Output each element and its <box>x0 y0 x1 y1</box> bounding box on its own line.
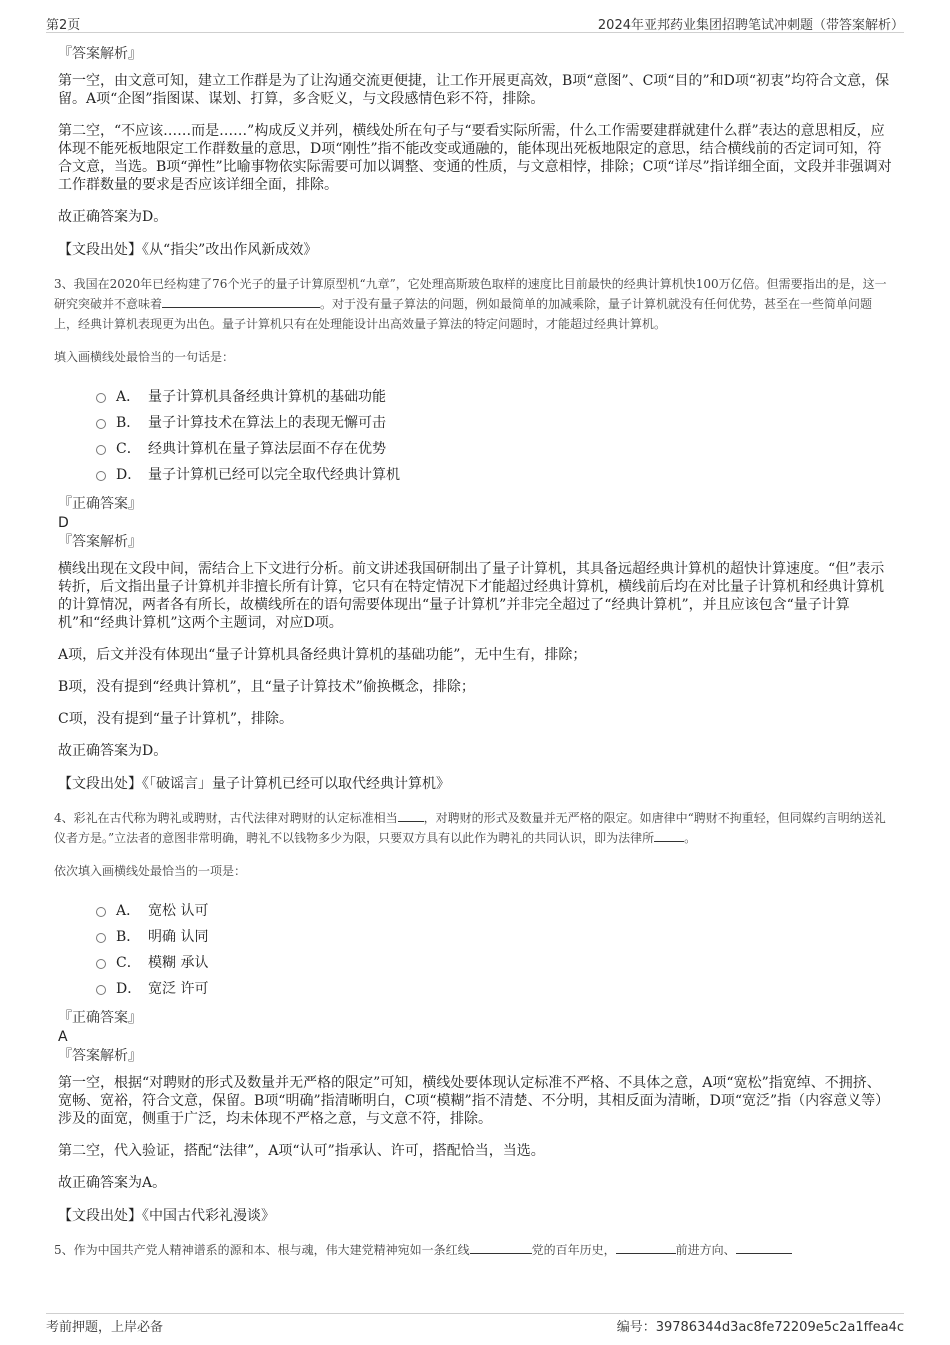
radio-icon[interactable] <box>96 393 106 403</box>
analysis-paragraph: 第一空，由文意可知，建立工作群是为了让沟通交流更便捷，让工作开展更高效，B项“意图”、C项“目的”和D项“初衷”均符合文意，保留。A项“企图”指图谋、谋划、打算，多含贬义，与文段感情色彩不符，排除。 <box>58 73 890 107</box>
fill-blank <box>470 1241 532 1254</box>
option-b[interactable]: B． 明确 认同 <box>96 924 892 950</box>
option-c[interactable]: C． 模糊 承认 <box>96 950 892 976</box>
fill-blank <box>736 1241 792 1254</box>
correct-answer-label: 『正确答案』 <box>58 1010 142 1026</box>
radio-icon[interactable] <box>96 933 106 943</box>
correct-answer-label: 『正确答案』 <box>58 496 142 512</box>
option-d[interactable]: D． 宽泛 许可 <box>96 976 892 1002</box>
radio-icon[interactable] <box>96 907 106 917</box>
radio-icon[interactable] <box>96 985 106 995</box>
source-citation: 【文段出处】《「破谣言」量子计算机已经可以取代经典计算机》 <box>58 776 450 792</box>
fill-blank <box>654 829 684 842</box>
answer-conclusion: 故正确答案为A。 <box>58 1175 167 1191</box>
option-d[interactable]: D． 量子计算机已经可以完全取代经典计算机 <box>96 462 892 488</box>
radio-icon[interactable] <box>96 445 106 455</box>
radio-icon[interactable] <box>96 959 106 969</box>
source-citation: 【文段出处】《中国古代彩礼漫谈》 <box>58 1208 275 1224</box>
option-b[interactable]: B． 量子计算技术在算法上的表现无懈可击 <box>96 410 892 436</box>
document-id: 编号：39786344d3ac8fe72209e5c2a1ffea4c <box>616 1320 904 1335</box>
question-prompt: 依次填入画横线处最恰当的一项是： <box>54 864 247 878</box>
page-header <box>46 12 904 33</box>
radio-icon[interactable] <box>96 419 106 429</box>
question-stem: 5、作为中国共产党人精神谱系的源和本、根与魂，伟大建党精神宛如一条红线 党的百年历史， 前进方向、 <box>54 1240 892 1260</box>
analysis-paragraph: C项，没有提到“量子计算机”，排除。 <box>58 711 294 727</box>
analysis-paragraph: 第一空，根据“对聘财的形式及数量并无严格的限定”可知，横线处要体现认定标准不严格、不具体之意，A项“宽松”指宽绰、不拥挤、宽畅、宽裕，符合文意，保留。B项“明确”指清晰明白，C项“模糊”指不清楚、不分明，其相反面为清晰，D项“宽泛”指（内容意义等）涉及的面宽，侧重于广泛，均未体现不严格之意，与文意不符，排除。 <box>58 1075 890 1127</box>
option-a[interactable]: A． 宽松 认可 <box>96 898 892 924</box>
page-footer <box>46 1313 904 1334</box>
option-a[interactable]: A． 量子计算机具备经典计算机的基础功能 <box>96 384 892 410</box>
fill-blank <box>162 295 320 308</box>
question-stem: 4、彩礼在古代称为聘礼或聘财，古代法律对聘财的认定标准相当 ，对聘财的形式及数量并无严格的限定。如唐律中“聘财不拘重轻，但同媒约言明纳送礼仪者方是。”立法者的意图非常明确，聘礼不以钱物多少为限，只要双方具有以此作为聘礼的共同认识，即为法律所 。 <box>54 811 886 845</box>
option-list <box>96 384 892 488</box>
answer-conclusion: 故正确答案为D。 <box>58 743 168 759</box>
footer-slogan: 考前押题，上岸必备 <box>46 1320 164 1335</box>
page-number: 第2页 <box>46 18 81 33</box>
question-prompt: 填入画横线处最恰当的一句话是： <box>54 350 235 364</box>
analysis-paragraph: 第二空，“不应该……而是……”构成反义并列，横线处所在句子与“要看实际所需，什么工作需要建群就建什么群”表达的意思相反，应体现不能死板地限定工作群数量的意思，D项“刚性”指不能改变或通融的，能体现出死板地限定的意思，结合横线前的否定词可知，符合文意，当选。B项“弹性”比喻事物依实际需要可加以调整、变通的性质，与文意相悖，排除；C项“详尽”指详细全面，文段并非强调对工作群数量的要求是否应该详细全面，排除。 <box>58 123 892 193</box>
analysis-paragraph: B项，没有提到“经典计算机”，且“量子计算技术”偷换概念，排除； <box>58 679 475 695</box>
answer-conclusion: 故正确答案为D。 <box>58 209 168 225</box>
analysis-paragraph: 第二空，代入验证，搭配“法律”，A项“认可”指承认、许可，搭配恰当，当选。 <box>58 1143 545 1159</box>
document-title: 2024年亚邦药业集团招聘笔试冲刺题（带答案解析） <box>597 18 904 33</box>
analysis-paragraph: A项，后文并没有体现出“量子计算机具备经典计算机的基础功能”，无中生有，排除； <box>58 647 587 663</box>
correct-answer-value: A <box>58 1029 68 1045</box>
analysis-label: 『答案解析』 <box>58 46 142 62</box>
radio-icon[interactable] <box>96 471 106 481</box>
correct-answer-value: D <box>58 515 69 531</box>
analysis-paragraph: 横线出现在文段中间，需结合上下文进行分析。前文讲述我国研制出了量子计算机，其具备远超经典计算机的超快计算速度。“但”表示转折，后文指出量子计算机并非擅长所有计算，它只有在特定情况下才能超过经典计算机，横线前后均在对比量子计算机和经典计算机的计算情况，两者各有所长，故横线所在的语句需要体现出“量子计算机”并非完全超过了“经典计算机”，并且应该包含“量子计算机”和“经典计算机”这两个主题词，对应D项。 <box>58 561 885 631</box>
fill-blank <box>398 809 424 822</box>
question-stem: 3、我国在2020年已经构建了76个光子的量子计算原型机“九章”，它处理高斯玻色取样的速度比目前最快的经典计算机快100万亿倍。但需要指出的是，这一研究突破并不意味着 。对于没有量子算法的问题，例如最简单的加减乘除，量子计算机就没有任何优势，甚至在一些简单问题上，经典计算机表现更为出色。量子计算机只有在处理能设计出高效量子算法的特定问题时，才能超过经典计算机。 <box>54 277 887 331</box>
fill-blank <box>616 1241 676 1254</box>
source-citation: 【文段出处】《从“指尖”改出作风新成效》 <box>58 242 318 258</box>
page-content <box>54 44 892 1260</box>
analysis-label: 『答案解析』 <box>58 534 142 550</box>
option-c[interactable]: C． 经典计算机在量子算法层面不存在优势 <box>96 436 892 462</box>
analysis-label: 『答案解析』 <box>58 1048 142 1064</box>
option-list <box>96 898 892 1002</box>
